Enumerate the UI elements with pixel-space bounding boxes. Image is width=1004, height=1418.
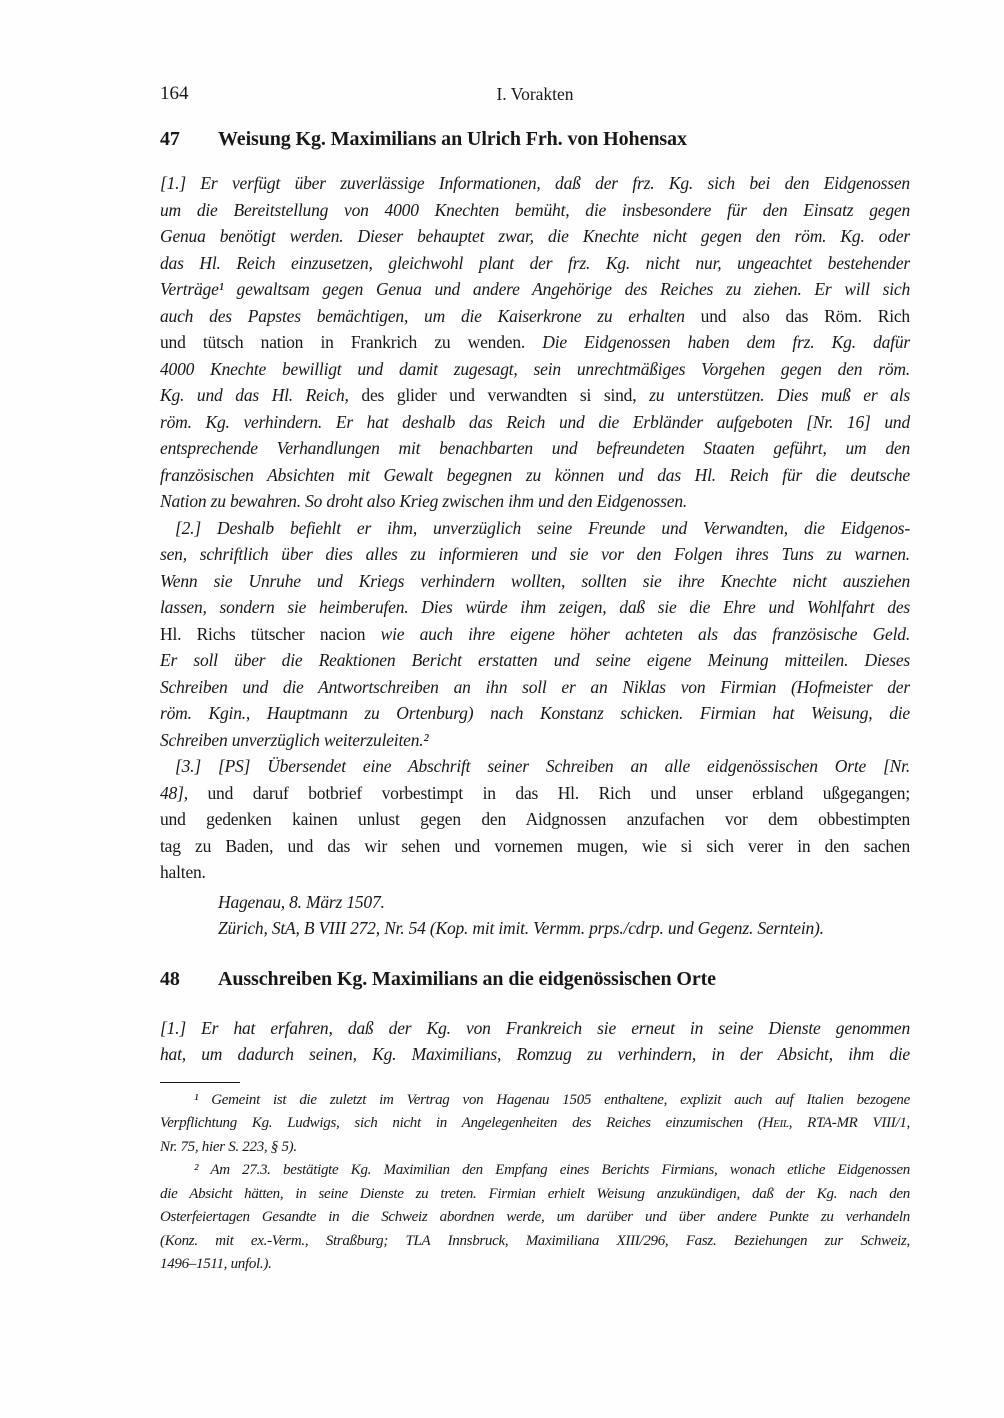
- text-segment: um die Bereitstellung von 4000 Knechten bemüht, die insbesondere für den Einsatz gegen: [160, 199, 910, 220]
- text-segment: des glider und verwandten si sind,: [361, 385, 650, 405]
- text-line: [160, 488, 910, 515]
- text-line: [160, 1183, 910, 1207]
- footnote: [160, 1089, 910, 1160]
- text-segment: röm. Kgin., Hauptmann zu Ortenburg) nach Konstanz schicken. Firmian hat Weisung, die: [160, 703, 910, 723]
- text-segment: Nr. 75, hier S. 223, § 5).: [160, 1138, 297, 1155]
- text-line: [160, 780, 910, 807]
- running-head: I. Vorakten: [496, 84, 574, 104]
- text-segment: röm. Kg. verhindern. Er hat deshalb das Reich und die Erbländer aufgeboten [Nr. 16] und: [160, 411, 910, 432]
- text-segment: zu unterstützen. Dies muß er als: [649, 385, 910, 405]
- text-line: [160, 1112, 910, 1136]
- doc48-heading: [160, 966, 910, 992]
- text-segment: 1496–1511, unfol.).: [160, 1256, 272, 1272]
- text-line: [160, 462, 910, 489]
- text-line: [160, 647, 910, 674]
- text-segment: auch des Papstes bemächtigen, um die Kaiserkrone zu erhalten: [160, 305, 701, 326]
- doc47-paragraph: [160, 753, 910, 886]
- doc48-number: 48: [160, 967, 180, 990]
- text-segment: Heil: [762, 1115, 789, 1131]
- dateline: Hagenau, 8. März 1507.: [218, 891, 385, 912]
- text-segment: [1.] Er hat erfahren, daß der Kg. von Frankreich sie erneut in seine Dienste genommen: [160, 1017, 910, 1038]
- text-line: [160, 303, 910, 330]
- doc47-heading: [160, 126, 910, 152]
- page-number: 164: [160, 83, 189, 104]
- page-header: [160, 82, 910, 106]
- text-segment: ² Am 27.3. bestätigte Kg. Maximilian den Empfang eines Berichts Firmians, wonach etliche Eidgenossen: [194, 1162, 910, 1178]
- text-segment: Verträge¹ gewaltsam gegen Genua und andere Angehörige des Reiches zu ziehen. Er will sich: [160, 279, 910, 299]
- text-line: [160, 170, 910, 197]
- text-line: [160, 674, 910, 701]
- text-line: [160, 541, 910, 568]
- text-line: [160, 1159, 910, 1183]
- text-segment: sen, schriftlich über dies alles zu informieren und sie vor den Folgen ihres Tuns zu warnen.: [160, 544, 910, 564]
- text-segment: und tütsch nation in Frankrich zu wenden.: [160, 332, 543, 352]
- text-line: [160, 435, 910, 462]
- text-line: [160, 753, 910, 780]
- text-segment: ¹ Gemeint ist die zuletzt im Vertrag von Hagenau 1505 enthaltene, explizit auch auf Italien bezogene: [194, 1091, 910, 1108]
- text-line: [160, 621, 910, 648]
- text-segment: und gedenken kainen unlust gegen den Aidgnossen anzufachen vor dem obbestimpten: [160, 809, 910, 829]
- text-segment: Hl. Richs tütscher nacion: [160, 623, 381, 644]
- text-segment: [2.] Deshalb befiehlt er ihm, unverzüglich seine Freunde und Verwandten, die Eidgenos-: [175, 517, 910, 538]
- text-column: [160, 0, 910, 1277]
- text-segment: tag zu Baden, und das wir sehen und vornemen mugen, wie si sich verer in den sachen: [160, 835, 910, 856]
- text-line: [160, 515, 910, 542]
- text-segment: das Hl. Reich einzusetzen, gleichwohl plant der frz. Kg. nicht nur, ungeachtet bestehender: [160, 252, 910, 273]
- text-line: [160, 594, 910, 621]
- text-line: [160, 568, 910, 595]
- text-segment: hat, um dadurch seinen, Kg. Maximilians, Romzug zu verhindern, in der Absicht, ihm die: [160, 1044, 910, 1064]
- text-line: [160, 1136, 910, 1160]
- text-line: [160, 859, 910, 886]
- text-line: [160, 197, 910, 224]
- text-line: [160, 1206, 910, 1230]
- text-segment: Schreiben und die Antwortschreiben an ihn soll er an Niklas von Firmian (Hofmeister der: [160, 676, 910, 697]
- text-segment: 4000 Knechte bewilligt und damit zugesagt, sein unrechtmäßiges Vorgehen gegen den röm.: [160, 358, 910, 379]
- footnote: [160, 1159, 910, 1277]
- text-segment: Nation zu bewahren. So droht also Krieg zwischen ihm und den Eidgenossen.: [160, 491, 688, 511]
- footnote-separator: [160, 1082, 240, 1083]
- doc47-paragraph: [160, 170, 910, 515]
- doc48-title: Ausschreiben Kg. Maximilians an die eidgenössischen Orte: [218, 967, 716, 990]
- text-line: [160, 223, 910, 250]
- doc47-dateline-block: [218, 889, 910, 942]
- text-line: [160, 806, 910, 833]
- text-line: [160, 1041, 910, 1068]
- text-segment: und daruf botbrief vorbestimpt in das Hl. Rich und unser erbland ußgegangen;: [207, 782, 911, 803]
- doc47-number: 47: [160, 128, 180, 150]
- text-segment: französischen Absichten mit Gewalt begegnen zu können und das Hl. Reich für die deutsche: [160, 464, 910, 485]
- text-segment: , RTA-MR VIII/1,: [788, 1115, 910, 1131]
- doc48-paragraph: [160, 1015, 910, 1068]
- text-line: [160, 382, 910, 409]
- footnote-section: [160, 1089, 910, 1277]
- text-segment: und also das Röm. Rich: [700, 305, 910, 326]
- doc47-title: Weisung Kg. Maximilians an Ulrich Frh. von Hohensax: [218, 128, 687, 150]
- text-segment: Wenn sie Unruhe und Kriegs verhindern wollten, sollten sie ihre Knechte nicht ausziehen: [160, 570, 910, 591]
- text-segment: (Konz. mit ex.-Verm., Straßburg; TLA Innsbruck, Maximiliana XIII/296, Fasz. Beziehungen zur Schweiz,: [160, 1232, 910, 1249]
- text-segment: Die Eidgenossen haben dem frz. Kg. dafür: [542, 332, 911, 352]
- text-segment: wie auch ihre eigene höher achteten als das französische Geld.: [380, 623, 910, 644]
- text-line: [160, 409, 910, 436]
- text-line: [160, 329, 910, 356]
- text-line: [160, 276, 910, 303]
- text-line: [160, 1015, 910, 1042]
- text-segment: Genua benötigt werden. Dieser behauptet zwar, die Knechte nicht gegen den röm. Kg. oder: [160, 226, 910, 246]
- text-line: [160, 1089, 910, 1113]
- text-line: [160, 727, 910, 754]
- text-segment: Verpflichtung Kg. Ludwigs, sich nicht in Angelegenheiten des Reiches einzumischen (: [160, 1115, 763, 1131]
- text-segment: Osterfeiertagen Gesandte in die Schweiz abordnen werde, um darüber und über andere Punkte zu verhandeln: [160, 1209, 910, 1225]
- text-line: [160, 700, 910, 727]
- text-segment: entsprechende Verhandlungen mit benachbarten und befreundeten Staaten geführt, um den: [160, 438, 910, 458]
- source-line: Zürich, StA, B VIII 272, Nr. 54 (Kop. mit imit. Vermm. prps./cdrp. und Gegenz. Serntein).: [218, 918, 824, 938]
- doc47-paragraph: [160, 515, 910, 754]
- text-segment: lassen, sondern sie heimberufen. Dies würde ihm zeigen, daß sie die Ehre und Wohlfahrt des: [160, 597, 910, 617]
- text-line: [160, 1230, 910, 1254]
- text-segment: die Absicht hätten, in seine Dienste zu treten. Firmian erhielt Weisung anzukündigen, daß der Kg. nach den: [160, 1185, 910, 1202]
- text-line: [160, 833, 910, 860]
- text-segment: [1.] Er verfügt über zuverlässige Informationen, daß der frz. Kg. sich bei den Eidgenossen: [160, 173, 910, 193]
- text-segment: Schreiben unverzüglich weiterzuleiten.²: [160, 729, 429, 750]
- text-segment: halten.: [160, 862, 206, 882]
- text-line: [160, 250, 910, 277]
- text-segment: Er soll über die Reaktionen Bericht erstatten und seine eigene Meinung mitteilen. Dieses: [160, 650, 910, 670]
- text-segment: [3.] [PS] Übersendet eine Abschrift seiner Schreiben an alle eidgenössischen Orte [Nr.: [175, 756, 910, 776]
- text-segment: 48],: [160, 782, 208, 803]
- text-line: [160, 356, 910, 383]
- doc47-body: [160, 170, 910, 886]
- text-segment: Kg. und das Hl. Reich,: [160, 385, 362, 405]
- text-line: [160, 1253, 910, 1277]
- doc48-body: [160, 1015, 910, 1068]
